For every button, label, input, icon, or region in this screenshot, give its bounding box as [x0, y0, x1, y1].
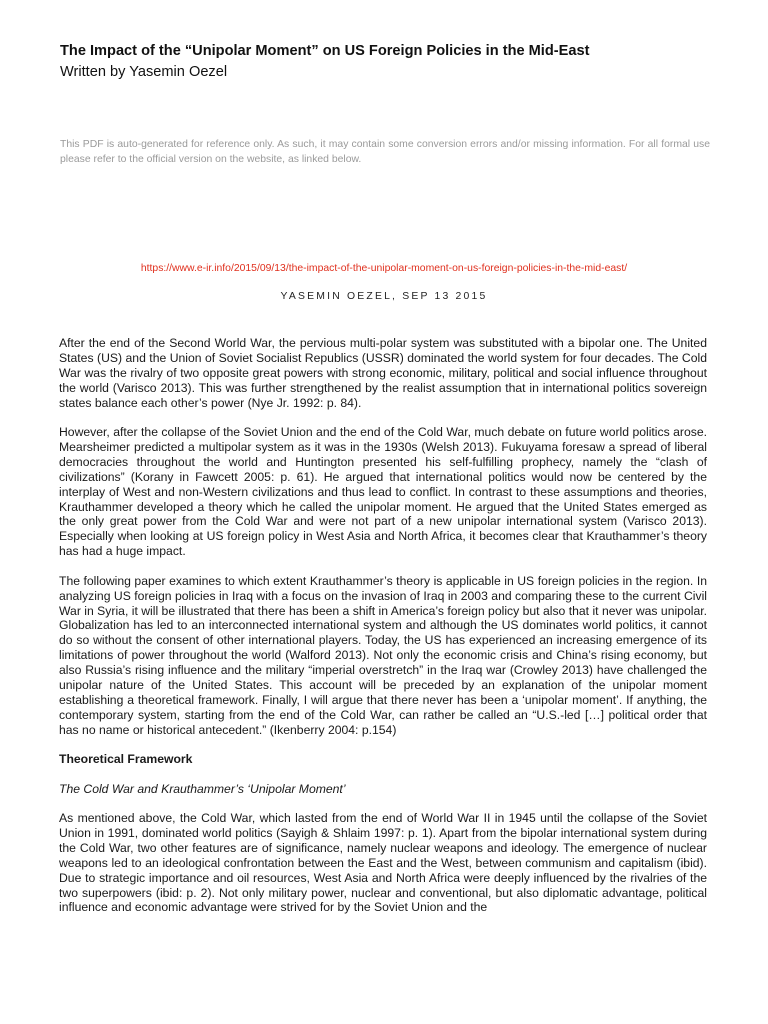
- source-url-link[interactable]: https://www.e-ir.info/2015/09/13/the-impact-of-the-unipolar-moment-on-us-foreign-policies-in-the-mid-east/: [140, 263, 628, 274]
- document-author: Written by Yasemin Oezel: [60, 64, 228, 80]
- author-date-byline: YASEMIN OEZEL, SEP 13 2015: [280, 291, 488, 302]
- body-paragraph: However, after the collapse of the Soviet Union and the end of the Cold War, much debate on future world politics arose. Mearsheimer predicted a multipolar system as it was in the 1930s (Welsh 2013). Fukuyama foresaw a spread of liberal democracies throughout the world and Huntington presented his self-fulfilling prophecy, namely the “clash of civilizations” (Korany in Fawcett 2005: p. 61). He argued that international politics would now be centered by the interplay of West and non-Western civilizations and thus lead to conflict. In contrast to these assumptions and theories, Krauthammer developed a theory which he called the unipolar moment. He argued that the United States emerged as the only great power from the Cold War and were not part of a new unipolar international system (Varisco 2013). Especially when looking at US foreign policy in West Asia and North Africa, it becomes clear that Krauthammer’s theory has had a huge impact.: [59, 425, 707, 559]
- section-heading: Theoretical Framework: [59, 752, 193, 767]
- body-paragraph: As mentioned above, the Cold War, which lasted from the end of World War II in 1945 until the collapse of the Soviet Union in 1991, dominated world politics (Sayigh & Shlaim 1997: p. 1). Apart from the bipolar international system during the Cold War, two other features are of significance, namely nuclear weapons and ideology. The emergence of nuclear weapons led to an ideological confrontation between the East and the West, between communism and capitalism (ibid). Due to strategic importance and oil resources, West Asia and North Africa were deeply influenced by the rivalries of the two superpowers (ibid: p. 2). Not only military power, nuclear and conventional, but also diplomatic advantage, political influence and economic advantage were strived for by the Soviet Union and the: [59, 810, 707, 915]
- pdf-disclaimer: This PDF is auto-generated for reference only. As such, it may contain some conversion errors and/or missing information. For all formal use please refer to the official version on the website, as linked below.: [60, 139, 710, 165]
- section-subheading: The Cold War and Krauthammer’s ‘Unipolar Moment’: [59, 781, 346, 796]
- document-title: The Impact of the “Unipolar Moment” on US Foreign Policies in the Mid-East: [60, 43, 590, 59]
- article-body: [59, 336, 707, 930]
- body-paragraph: After the end of the Second World War, the pervious multi-polar system was substituted with a bipolar one. The United States (US) and the Union of Soviet Socialist Republics (USSR) dominated the world system for four decades. The Cold War was the rivalry of two opposite great powers with strong economic, military, political and social influence throughout the world (Varisco 2013). This was further strengthened by the realist assumption that in international politics sovereign states balance each other’s power (Nye Jr. 1992: p. 84).: [59, 336, 707, 410]
- body-paragraph: The following paper examines to which extent Krauthammer’s theory is applicable in US foreign policies in the region. In analyzing US foreign policies in Iraq with a focus on the invasion of Iraq in 2003 and comparing these to the current Civil War in Syria, it will be illustrated that there has been a shift in America’s foreign policy but also that it never was unipolar. Globalization has led to an interconnected international system and although the US dominates world politics, it cannot do so without the consent of other international players. Today, the US has experienced an increasing emergence of its limitations of power throughout the world (Walford 2013). Not only the economic crisis and China’s rising economy, but also Russia’s rising influence and the military “imperial overstretch” in the Iraq war (Crowley 2013) have challenged the unipolar nature of the United States. This account will be preceded by an explanation of the unipolar moment establishing a theoretical framework. Finally, I will argue that there never has been a ‘unipolar moment’. If anything, the contemporary system, starting from the end of the Cold War, can rather be called an “U.S.-led […] political order that has no name or historical antecedent.” (Ikenberry 2004: p.154): [59, 573, 707, 737]
